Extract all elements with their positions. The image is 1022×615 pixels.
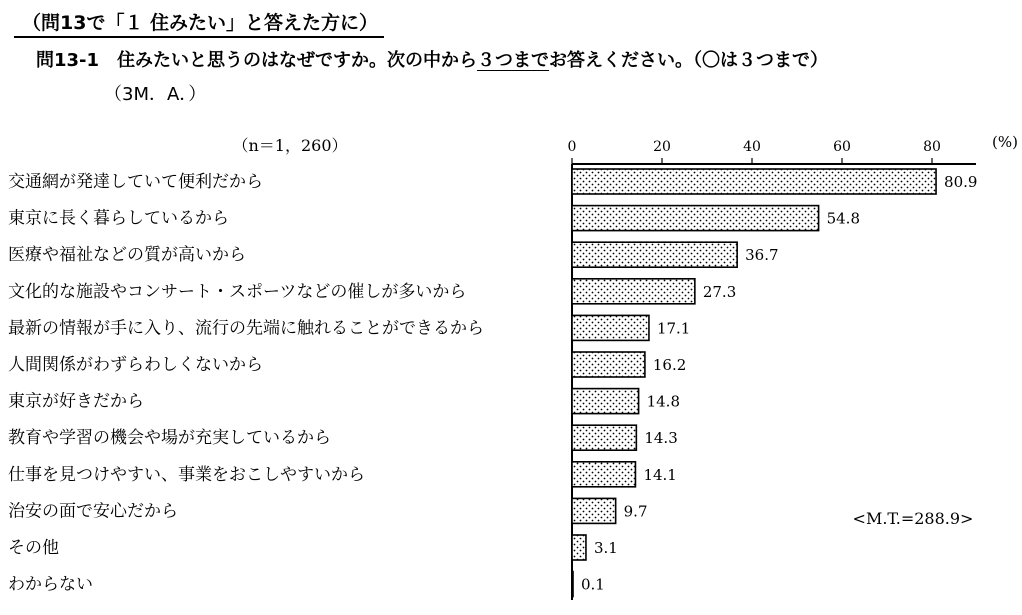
data-label: 14.8 [646, 392, 681, 411]
category-label: 教育や学習の機会や場が充実しているから [8, 428, 331, 449]
category-label: 治安の面で安心だから [8, 501, 178, 522]
data-label: 0.1 [581, 575, 605, 594]
category-label: その他 [8, 538, 59, 558]
data-label: 17.1 [656, 319, 691, 338]
bar [572, 242, 737, 267]
bar [572, 498, 616, 523]
bar [572, 206, 819, 231]
category-label: 人間関係がわずらわしくないから [8, 355, 263, 375]
bar [572, 535, 586, 560]
bar [572, 425, 636, 450]
x-tick-label: 20 [653, 139, 671, 155]
bar [572, 315, 649, 340]
x-tick-label: 80 [923, 139, 941, 155]
question-prefix: 問13-1 住みたいと思うのはなぜですか。次の中から [36, 50, 478, 71]
category-label: 東京が好きだから [8, 391, 144, 412]
data-label: 80.9 [944, 173, 978, 191]
data-label: 14.1 [643, 465, 677, 484]
x-tick-label: 0 [567, 139, 577, 155]
answer-type-note: （3M．A．） [104, 84, 207, 105]
mt-label: <M.T.=288.9> [852, 509, 974, 528]
x-tick-label: 60 [833, 139, 851, 155]
data-label: 3.1 [593, 539, 618, 557]
question-underlined: ３つまで [477, 50, 550, 71]
data-label: 9.7 [623, 502, 648, 521]
bar [572, 572, 573, 597]
data-label: 36.7 [745, 246, 779, 265]
bar [572, 462, 635, 487]
unit-label: (%) [992, 133, 1018, 151]
question-suffix: お答えください。（〇は３つまで） [549, 50, 829, 71]
category-label: 医療や福祉などの質が高いから [8, 245, 246, 266]
category-label: 文化的な施設やコンサート・スポーツなどの催しが多いから [8, 281, 467, 302]
bar [572, 279, 695, 304]
category-label: 交通網が発達していて便利だから [8, 172, 263, 192]
category-label: わからない [8, 574, 93, 595]
data-label: 54.8 [826, 209, 861, 228]
data-label: 14.3 [644, 429, 678, 448]
data-label: 27.3 [702, 282, 737, 301]
x-tick-label: 40 [743, 139, 761, 155]
category-label: 東京に長く暮らしているから [8, 208, 229, 229]
bar [572, 389, 639, 414]
section-heading-text: （問13で「１ 住みたい」と答えた方に） [22, 12, 379, 34]
category-label: 最新の情報が手に入り、流行の先端に触れることができるから [8, 318, 484, 339]
bar [572, 169, 936, 194]
category-label: 仕事を見つけやすい、事業をおこしやすいから [8, 464, 365, 485]
bar [572, 352, 645, 377]
data-label: 16.2 [652, 356, 687, 374]
sample-size-label: （n＝1，260） [232, 136, 348, 155]
